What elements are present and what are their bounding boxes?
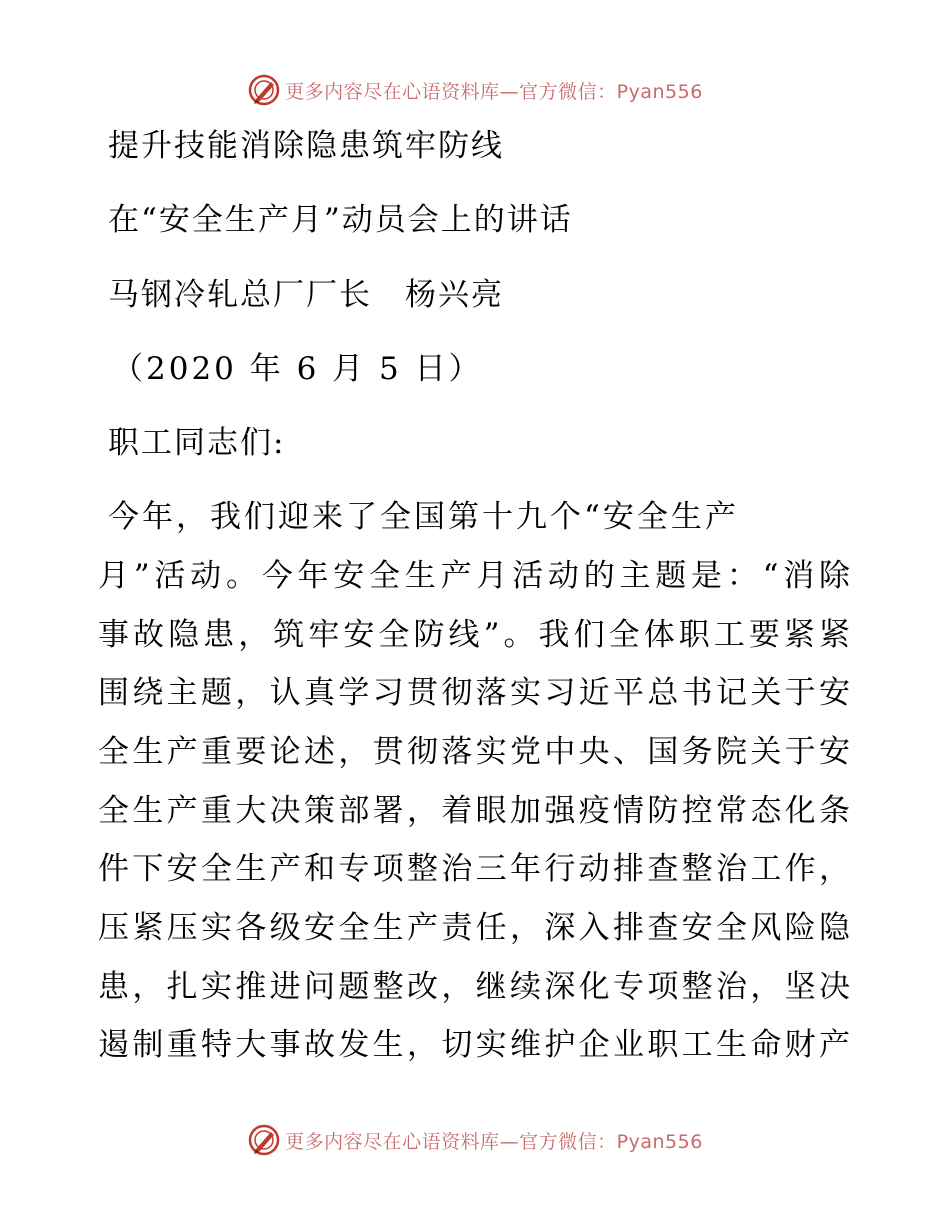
document-title: 提升技能消除隐患筑牢防线 [108,128,504,164]
body-line-1: 今年，我们迎来了全国第十九个“安全生产 [108,499,739,535]
speaker-line: 马钢冷轧总厂厂长 杨兴亮 [108,277,504,313]
document-subtitle: 在“安全生产月”动员会上的讲话 [108,202,573,238]
body-line-4: 围绕主题，认真学习贯彻落实习近平总书记关于安 [98,675,850,711]
watermark-top [0,70,950,110]
watermark-bottom [0,1120,950,1160]
pen-logo-icon [247,73,281,107]
watermark-text: 更多内容尽在心语资料库—官方微信：Pyan556 [285,1130,703,1153]
body-line-10: 遏制重特大事故发生，切实维护企业职工生命财产 [98,1027,850,1063]
watermark-text: 更多内容尽在心语资料库—官方微信：Pyan556 [285,80,703,103]
body-line-6: 全生产重大决策部署，着眼加强疫情防控常态化条 [98,793,850,829]
date-line: （2020 年 6 月 5 日） [112,351,483,387]
body-line-8: 压紧压实各级安全生产责任，深入排查安全风险隐 [98,910,850,946]
salutation: 职工同志们: [108,425,286,461]
pen-logo-icon [247,1123,281,1157]
body-line-3: 事故隐患，筑牢安全防线”。我们全体职工要紧紧 [98,617,850,653]
body-line-7: 件下安全生产和专项整治三年行动排查整治工作， [98,851,850,887]
body-line-2: 月”活动。今年安全生产月活动的主题是：“消除 [98,558,850,594]
body-line-5: 全生产重要论述，贯彻落实党中央、国务院关于安 [98,734,850,770]
body-line-9: 患，扎实推进问题整改，继续深化专项整治，坚决 [98,969,850,1005]
